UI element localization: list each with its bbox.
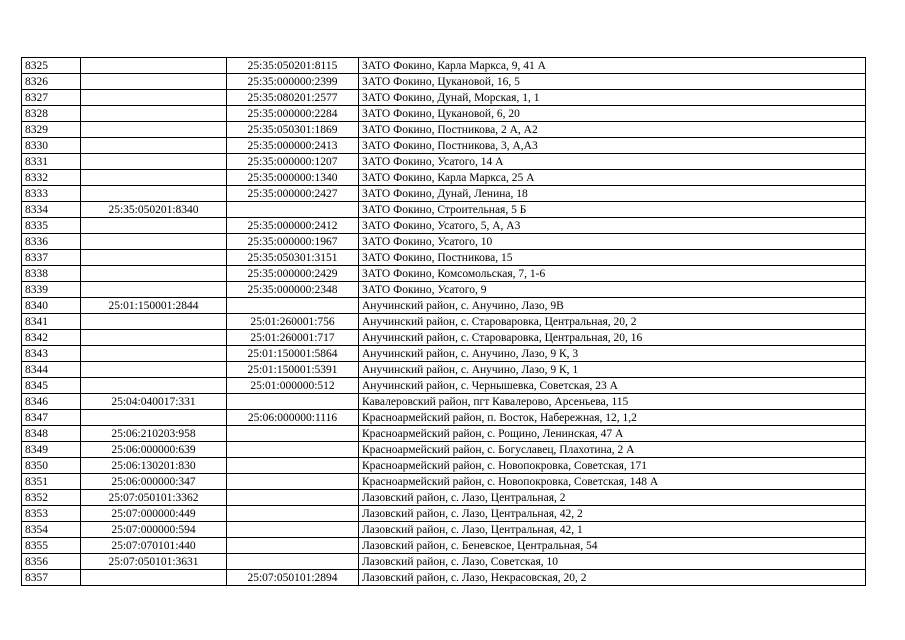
cadastral-number-alt-cell (227, 202, 359, 218)
cadastral-number-alt-cell: 25:01:150001:5391 (227, 362, 359, 378)
table-row (22, 154, 866, 170)
row-number-cell: 8342 (22, 330, 81, 346)
cadastral-number-cell: 25:07:000000:449 (81, 506, 227, 522)
address-cell: ЗАТО Фокино, Усатого, 5, А, А3 (359, 218, 866, 234)
cadastral-number-alt-cell: 25:35:000000:2429 (227, 266, 359, 282)
address-cell: ЗАТО Фокино, Усатого, 14 А (359, 154, 866, 170)
registry-table-body (22, 58, 866, 586)
table-row (22, 186, 866, 202)
row-number-cell: 8329 (22, 122, 81, 138)
cadastral-number-cell: 25:06:210203:958 (81, 426, 227, 442)
row-number-cell: 8343 (22, 346, 81, 362)
row-number-cell: 8334 (22, 202, 81, 218)
address-cell: Анучинский район, с. Староваровка, Центральная, 20, 2 (359, 314, 866, 330)
table-row (22, 90, 866, 106)
cadastral-number-cell (81, 346, 227, 362)
cadastral-number-alt-cell: 25:35:050301:1869 (227, 122, 359, 138)
cadastral-number-alt-cell (227, 538, 359, 554)
row-number-cell: 8331 (22, 154, 81, 170)
address-cell: Анучинский район, с. Староваровка, Центральная, 20, 16 (359, 330, 866, 346)
cadastral-number-alt-cell: 25:01:260001:756 (227, 314, 359, 330)
cadastral-number-alt-cell: 25:35:000000:2399 (227, 74, 359, 90)
table-row (22, 74, 866, 90)
table-row (22, 506, 866, 522)
table-row (22, 58, 866, 74)
cadastral-number-alt-cell: 25:35:000000:1967 (227, 234, 359, 250)
address-cell: Лазовский район, с. Лазо, Центральная, 2 (359, 490, 866, 506)
cadastral-number-cell (81, 138, 227, 154)
cadastral-number-cell (81, 330, 227, 346)
address-cell: ЗАТО Фокино, Строительная, 5 Б (359, 202, 866, 218)
row-number-cell: 8348 (22, 426, 81, 442)
table-row (22, 138, 866, 154)
table-row (22, 426, 866, 442)
address-cell: ЗАТО Фокино, Постникова, 2 А, А2 (359, 122, 866, 138)
cadastral-number-cell (81, 74, 227, 90)
row-number-cell: 8352 (22, 490, 81, 506)
row-number-cell: 8345 (22, 378, 81, 394)
address-cell: ЗАТО Фокино, Карла Маркса, 9, 41 А (359, 58, 866, 74)
cadastral-number-alt-cell: 25:35:000000:1340 (227, 170, 359, 186)
cadastral-number-cell: 25:04:040017:331 (81, 394, 227, 410)
cadastral-number-cell: 25:35:050201:8340 (81, 202, 227, 218)
row-number-cell: 8335 (22, 218, 81, 234)
table-row (22, 234, 866, 250)
row-number-cell: 8344 (22, 362, 81, 378)
table-row (22, 538, 866, 554)
cadastral-number-alt-cell (227, 474, 359, 490)
cadastral-number-cell (81, 122, 227, 138)
address-cell: ЗАТО Фокино, Цукановой, 16, 5 (359, 74, 866, 90)
cadastral-number-cell (81, 570, 227, 586)
table-row (22, 394, 866, 410)
address-cell: Лазовский район, с. Беневское, Центральная, 54 (359, 538, 866, 554)
cadastral-number-alt-cell: 25:06:000000:1116 (227, 410, 359, 426)
cadastral-number-alt-cell: 25:35:000000:2427 (227, 186, 359, 202)
row-number-cell: 8339 (22, 282, 81, 298)
table-row (22, 442, 866, 458)
cadastral-number-alt-cell (227, 458, 359, 474)
row-number-cell: 8340 (22, 298, 81, 314)
address-cell: Лазовский район, с. Лазо, Центральная, 42, 1 (359, 522, 866, 538)
table-row (22, 458, 866, 474)
cadastral-number-alt-cell (227, 506, 359, 522)
cadastral-number-alt-cell (227, 426, 359, 442)
row-number-cell: 8338 (22, 266, 81, 282)
table-row (22, 554, 866, 570)
cadastral-number-cell (81, 410, 227, 426)
cadastral-number-alt-cell (227, 298, 359, 314)
row-number-cell: 8357 (22, 570, 81, 586)
table-row (22, 410, 866, 426)
address-cell: Красноармейский район, с. Богуславец, Плахотина, 2 А (359, 442, 866, 458)
table-row (22, 122, 866, 138)
table-row (22, 570, 866, 586)
cadastral-number-alt-cell: 25:35:000000:2412 (227, 218, 359, 234)
cadastral-number-alt-cell: 25:35:000000:1207 (227, 154, 359, 170)
cadastral-number-alt-cell: 25:35:050201:8115 (227, 58, 359, 74)
row-number-cell: 8325 (22, 58, 81, 74)
table-row (22, 330, 866, 346)
address-cell: Кавалеровский район, пгт Кавалерово, Арсеньева, 115 (359, 394, 866, 410)
address-cell: Анучинский район, с. Чернышевка, Советская, 23 А (359, 378, 866, 394)
cadastral-number-alt-cell: 25:01:000000:512 (227, 378, 359, 394)
cadastral-number-cell (81, 250, 227, 266)
cadastral-number-cell (81, 314, 227, 330)
cadastral-number-alt-cell: 25:35:050301:3151 (227, 250, 359, 266)
row-number-cell: 8332 (22, 170, 81, 186)
registry-table (21, 57, 866, 586)
table-row (22, 474, 866, 490)
cadastral-number-cell (81, 58, 227, 74)
cadastral-number-cell (81, 234, 227, 250)
cadastral-number-alt-cell (227, 490, 359, 506)
cadastral-number-cell: 25:01:150001:2844 (81, 298, 227, 314)
row-number-cell: 8328 (22, 106, 81, 122)
cadastral-number-cell: 25:06:000000:639 (81, 442, 227, 458)
cadastral-number-alt-cell (227, 554, 359, 570)
address-cell: ЗАТО Фокино, Усатого, 9 (359, 282, 866, 298)
row-number-cell: 8341 (22, 314, 81, 330)
cadastral-number-cell (81, 378, 227, 394)
table-row (22, 170, 866, 186)
cadastral-number-cell: 25:07:000000:594 (81, 522, 227, 538)
cadastral-number-alt-cell: 25:01:260001:717 (227, 330, 359, 346)
table-row (22, 218, 866, 234)
row-number-cell: 8355 (22, 538, 81, 554)
table-row (22, 250, 866, 266)
row-number-cell: 8347 (22, 410, 81, 426)
table-row (22, 490, 866, 506)
cadastral-number-alt-cell: 25:35:000000:2284 (227, 106, 359, 122)
cadastral-number-cell (81, 282, 227, 298)
address-cell: Красноармейский район, п. Восток, Набережная, 12, 1,2 (359, 410, 866, 426)
cadastral-number-cell (81, 362, 227, 378)
row-number-cell: 8356 (22, 554, 81, 570)
cadastral-number-cell: 25:07:070101:440 (81, 538, 227, 554)
address-cell: Анучинский район, с. Анучино, Лазо, 9 К, 1 (359, 362, 866, 378)
table-row (22, 314, 866, 330)
row-number-cell: 8333 (22, 186, 81, 202)
cadastral-number-cell (81, 218, 227, 234)
table-row (22, 362, 866, 378)
table-row (22, 522, 866, 538)
table-row (22, 282, 866, 298)
cadastral-number-alt-cell: 25:35:000000:2348 (227, 282, 359, 298)
address-cell: ЗАТО Фокино, Постникова, 3, А,А3 (359, 138, 866, 154)
table-row (22, 202, 866, 218)
cadastral-number-alt-cell: 25:35:080201:2577 (227, 90, 359, 106)
row-number-cell: 8350 (22, 458, 81, 474)
cadastral-number-cell (81, 154, 227, 170)
cadastral-number-alt-cell (227, 442, 359, 458)
address-cell: ЗАТО Фокино, Комсомольская, 7, 1-6 (359, 266, 866, 282)
cadastral-number-alt-cell: 25:01:150001:5864 (227, 346, 359, 362)
address-cell: ЗАТО Фокино, Цукановой, 6, 20 (359, 106, 866, 122)
row-number-cell: 8351 (22, 474, 81, 490)
address-cell: ЗАТО Фокино, Дунай, Морская, 1, 1 (359, 90, 866, 106)
address-cell: ЗАТО Фокино, Усатого, 10 (359, 234, 866, 250)
cadastral-number-alt-cell: 25:35:000000:2413 (227, 138, 359, 154)
cadastral-number-cell (81, 106, 227, 122)
address-cell: Анучинский район, с. Анучино, Лазо, 9 К, 3 (359, 346, 866, 362)
table-row (22, 266, 866, 282)
cadastral-number-cell (81, 90, 227, 106)
row-number-cell: 8354 (22, 522, 81, 538)
address-cell: Лазовский район, с. Лазо, Советская, 10 (359, 554, 866, 570)
cadastral-number-cell: 25:07:050101:3631 (81, 554, 227, 570)
address-cell: Красноармейский район, с. Рощино, Ленинская, 47 А (359, 426, 866, 442)
row-number-cell: 8326 (22, 74, 81, 90)
cadastral-number-cell (81, 170, 227, 186)
row-number-cell: 8327 (22, 90, 81, 106)
address-cell: ЗАТО Фокино, Дунай, Ленина, 18 (359, 186, 866, 202)
cadastral-number-alt-cell (227, 522, 359, 538)
address-cell: Лазовский район, с. Лазо, Некрасовская, 20, 2 (359, 570, 866, 586)
row-number-cell: 8349 (22, 442, 81, 458)
table-row (22, 378, 866, 394)
address-cell: ЗАТО Фокино, Карла Маркса, 25 А (359, 170, 866, 186)
address-cell: ЗАТО Фокино, Постникова, 15 (359, 250, 866, 266)
cadastral-number-alt-cell: 25:07:050101:2894 (227, 570, 359, 586)
cadastral-number-cell (81, 186, 227, 202)
cadastral-number-cell (81, 266, 227, 282)
cadastral-number-cell: 25:06:000000:347 (81, 474, 227, 490)
row-number-cell: 8346 (22, 394, 81, 410)
address-cell: Анучинский район, с. Анучино, Лазо, 9В (359, 298, 866, 314)
cadastral-number-cell: 25:06:130201:830 (81, 458, 227, 474)
row-number-cell: 8337 (22, 250, 81, 266)
table-row (22, 346, 866, 362)
address-cell: Красноармейский район, с. Новопокровка, Советская, 171 (359, 458, 866, 474)
row-number-cell: 8353 (22, 506, 81, 522)
cadastral-number-cell: 25:07:050101:3362 (81, 490, 227, 506)
row-number-cell: 8330 (22, 138, 81, 154)
address-cell: Лазовский район, с. Лазо, Центральная, 42, 2 (359, 506, 866, 522)
table-row (22, 106, 866, 122)
row-number-cell: 8336 (22, 234, 81, 250)
cadastral-number-alt-cell (227, 394, 359, 410)
address-cell: Красноармейский район, с. Новопокровка, Советская, 148 А (359, 474, 866, 490)
table-row (22, 298, 866, 314)
